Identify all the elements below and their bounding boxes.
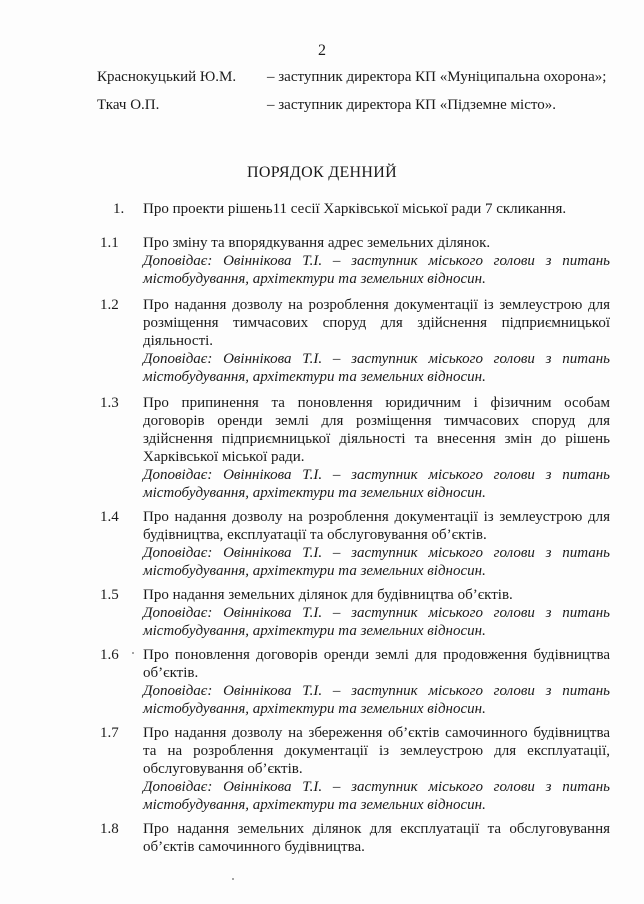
item-number: 1.3 (100, 395, 119, 411)
item-number: 1.6 (100, 647, 119, 663)
item-title: Про припинення та поновлення юридичним і фізичним особам договорів оренди землі для розміщення тимчасових споруд для здійснення підприємницької діяльності та внесення змін до рішень Харківської міської ради. (143, 395, 610, 465)
item-number: 1.1 (100, 235, 119, 251)
item-reporter: Доповідає: Овіннікова Т.І. – заступник міського голови з питань містобудування, архітектури та земельних відносин. (143, 683, 610, 717)
attendee-row (97, 96, 637, 114)
item-body (143, 820, 610, 856)
scan-speck (132, 652, 134, 654)
item-title: Про зміну та впорядкування адрес земельних ділянок. (143, 235, 491, 251)
attendee-role: – заступник директора КП «Муніципальна охорона»; (267, 69, 607, 85)
item-number: 1.7 (100, 725, 119, 741)
attendee-name: Краснокуцький Ю.М. (97, 69, 237, 85)
item-number: 1.4 (100, 509, 119, 525)
item-body (143, 296, 610, 386)
item-reporter: Доповідає: Овіннікова Т.І. – заступник міського голови з питань містобудування, архітектури та земельних відносин. (143, 467, 610, 501)
item-body (143, 724, 610, 814)
attendee-row (97, 68, 637, 86)
item-reporter: Доповідає: Овіннікова Т.І. – заступник міського голови з питань містобудування, архітектури та земельних відносин. (143, 605, 610, 639)
item-body (143, 234, 610, 288)
item-number: 1.5 (100, 587, 119, 603)
item-body (143, 646, 610, 718)
item-body (143, 586, 610, 640)
item-title: Про надання дозволу на розроблення документації із землеустрою для розміщення тимчасових споруд для здійснення підприємницької діяльності. (143, 297, 610, 349)
item-body (143, 200, 610, 218)
item-title: Про надання земельних ділянок для будівництва об’єктів. (143, 587, 513, 603)
attendee-role: – заступник директора КП «Підземне місто». (267, 97, 556, 113)
item-body (143, 394, 610, 502)
item-title: Про надання дозволу на розроблення документації із землеустрою для будівництва, експлуатації та обслуговування об’єктів. (143, 509, 610, 543)
item-number: 1. (113, 201, 125, 217)
item-reporter: Доповідає: Овіннікова Т.І. – заступник міського голови з питань містобудування, архітектури та земельних відносин. (143, 351, 610, 385)
item-reporter: Доповідає: Овіннікова Т.І. – заступник міського голови з питань містобудування, архітектури та земельних відносин. (143, 779, 610, 813)
item-title: Про надання дозволу на збереження об’єктів самочинного будівництва та на розроблення документації із землеустрою для експлуатації, обслуговування об’єктів. (143, 725, 610, 777)
item-title: Про надання земельних ділянок для експлуатації та обслуговування об’єктів самочинного будівництва. (143, 821, 610, 855)
scan-speck (232, 878, 234, 880)
item-number: 1.8 (100, 821, 119, 837)
item-title: Про проекти рішень11 сесії Харківської міської ради 7 скликання. (143, 201, 567, 217)
item-body (143, 508, 610, 580)
item-title: Про поновлення договорів оренди землі для продовження будівництва об’єктів. (143, 647, 610, 681)
item-number: 1.2 (100, 297, 119, 313)
item-reporter: Доповідає: Овіннікова Т.І. – заступник міського голови з питань містобудування, архітектури та земельних відносин. (143, 545, 610, 579)
item-reporter: Доповідає: Овіннікова Т.І. – заступник міського голови з питань містобудування, архітектури та земельних відносин. (143, 253, 610, 287)
agenda-title: ПОРЯДОК ДЕННИЙ (247, 164, 397, 181)
attendee-name: Ткач О.П. (97, 97, 160, 113)
page-number: 2 (318, 42, 326, 59)
